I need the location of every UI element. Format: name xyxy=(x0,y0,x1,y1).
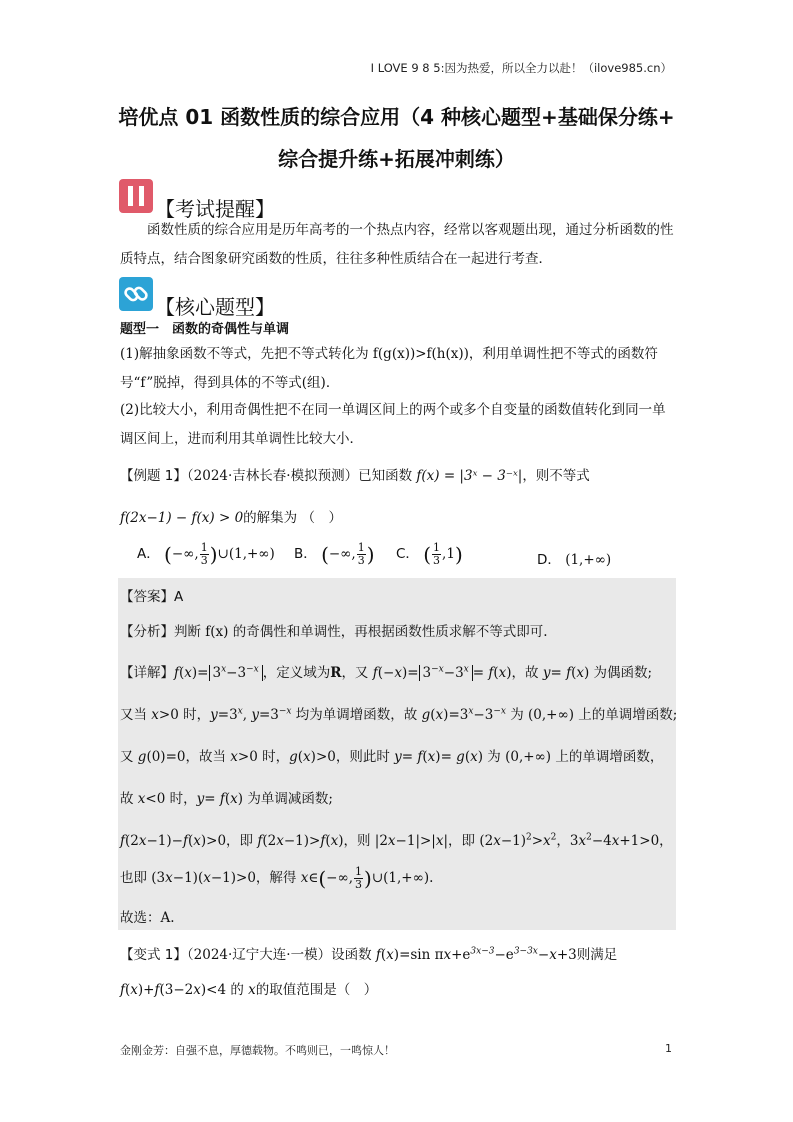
example1-label: 【例题 1】 xyxy=(120,468,187,484)
link-icon xyxy=(119,277,153,311)
analysis-text: 判断 f(x) 的奇偶性和单调性，再根据函数性质求解不等式即可. xyxy=(174,624,548,640)
option-c: C． ( $\frac{1}{3}$ ,1) xyxy=(396,541,463,567)
section-reminder-title: 【考试提醒】 xyxy=(155,197,275,221)
variant1-label: 【变式 1】 xyxy=(120,947,187,963)
variant1-line2: f(x)+f(3−2x)<4 的 x的取值范围是（ ） xyxy=(120,982,378,998)
answer-label: 【答案】A xyxy=(120,589,184,605)
detail-line2: 又当 x>0 时，$y=3^x$, $y=3^{-x}$ 均为单调增函数，故 $g(x)=3^x-3^{-x}$ 为 (0,+∞) 上的单调增函数; xyxy=(120,706,678,723)
example1-inequality: f(2x−1) − f(x) > 0 xyxy=(120,510,244,526)
tip-1: (1)解抽象函数不等式，先把不等式转化为 f(g(x))>f(h(x))，利用单调性把不等式的函数符号“f”脱掉，得到具体的不等式(组)． xyxy=(120,346,658,391)
page-title-line1: 培优点 01 函数性质的综合应用（4 种核心题型+基础保分练+ xyxy=(118,105,675,129)
page-number: 1 xyxy=(665,1042,672,1055)
page-title-line2: 综合提升练+拓展冲刺练） xyxy=(278,147,515,171)
tip-2: (2)比较大小，利用奇偶性把不在同一单调区间上的两个或多个自变量的函数值转化到同一单调区间上，进而利用其单调性比较大小． xyxy=(120,402,666,447)
footer-motto: 金刚金芳：自强不息，厚德载物。不鸣则已，一鸣惊人！ xyxy=(120,1044,395,1057)
option-a: A． (−∞, $\frac{1}{3}$ )∪(1,+∞) xyxy=(137,541,275,567)
analysis-line: 【分析】判断 f(x) 的奇偶性和单调性，再根据函数性质求解不等式即可. xyxy=(120,624,548,640)
variant1-statement: 【变式 1】（2024·辽宁大连·一模）设函数 f(x)=sin $\pi x+e^{3x-3}-e^{3-3x}-x+3$则满足 xyxy=(120,946,618,963)
option-b: B． (−∞, $\frac{1}{3}$ ) xyxy=(294,541,375,567)
section-core-title: 【核心题型】 xyxy=(155,295,275,319)
reminder-text: 函数性质的综合应用是历年高考的一个热点内容，经常以客观题出现，通过分析函数的性质特点，结合图象研究函数的性质，往往多种性质结合在一起进行考查． xyxy=(120,222,674,267)
example1-source: （2024·吉林长春·模拟预测）已知函数 xyxy=(186,468,413,484)
conclusion: 故选：A. xyxy=(120,910,175,926)
example1-inequality-line xyxy=(120,506,342,526)
example1-function: f(x) = |3ˣ − 3⁻ˣ| xyxy=(416,468,523,484)
example1-statement xyxy=(120,464,590,484)
pause-bars-icon xyxy=(119,179,153,213)
option-d: D． (1,+∞) xyxy=(537,552,612,568)
example1-tail: ，则不等式 xyxy=(522,468,590,484)
detail-line4: 故 x<0 时，y= f(x) 为单调减函数; xyxy=(120,791,333,807)
detail-line5: f(2x−1)−f(x)>0，即 f(2x−1)>f(x)，则 |2x−1|>|x|，即 $(2x-1)^2>x^2$，$3x^2-4x+1>0$， xyxy=(120,832,673,849)
example1-ask: 的解集为 （ ） xyxy=(243,510,342,526)
detail-line6: 也即 (3x−1)(x−1)>0，解得 x∈(−∞, $\frac{1}{3}$ )∪(1,+∞). xyxy=(120,865,434,891)
detail-line1: 【详解】$f(x)= 3^x-3^{-x}$ ，定义域为R，又 $f(-x)= 3^{-x}-3^x = f(x)$，故 y= f(x) 为偶函数; xyxy=(120,664,653,681)
header-note: I LOVE 9 8 5:因为热爱，所以全力以赴！（ilove985.cn） xyxy=(370,61,672,75)
detail-line3: 又 g(0)=0，故当 x>0 时，g(x)>0，则此时 y= f(x)= g(x) 为 (0,+∞) 上的单调增函数， xyxy=(120,749,664,765)
type1-heading: 题型一 函数的奇偶性与单调 xyxy=(120,322,290,337)
